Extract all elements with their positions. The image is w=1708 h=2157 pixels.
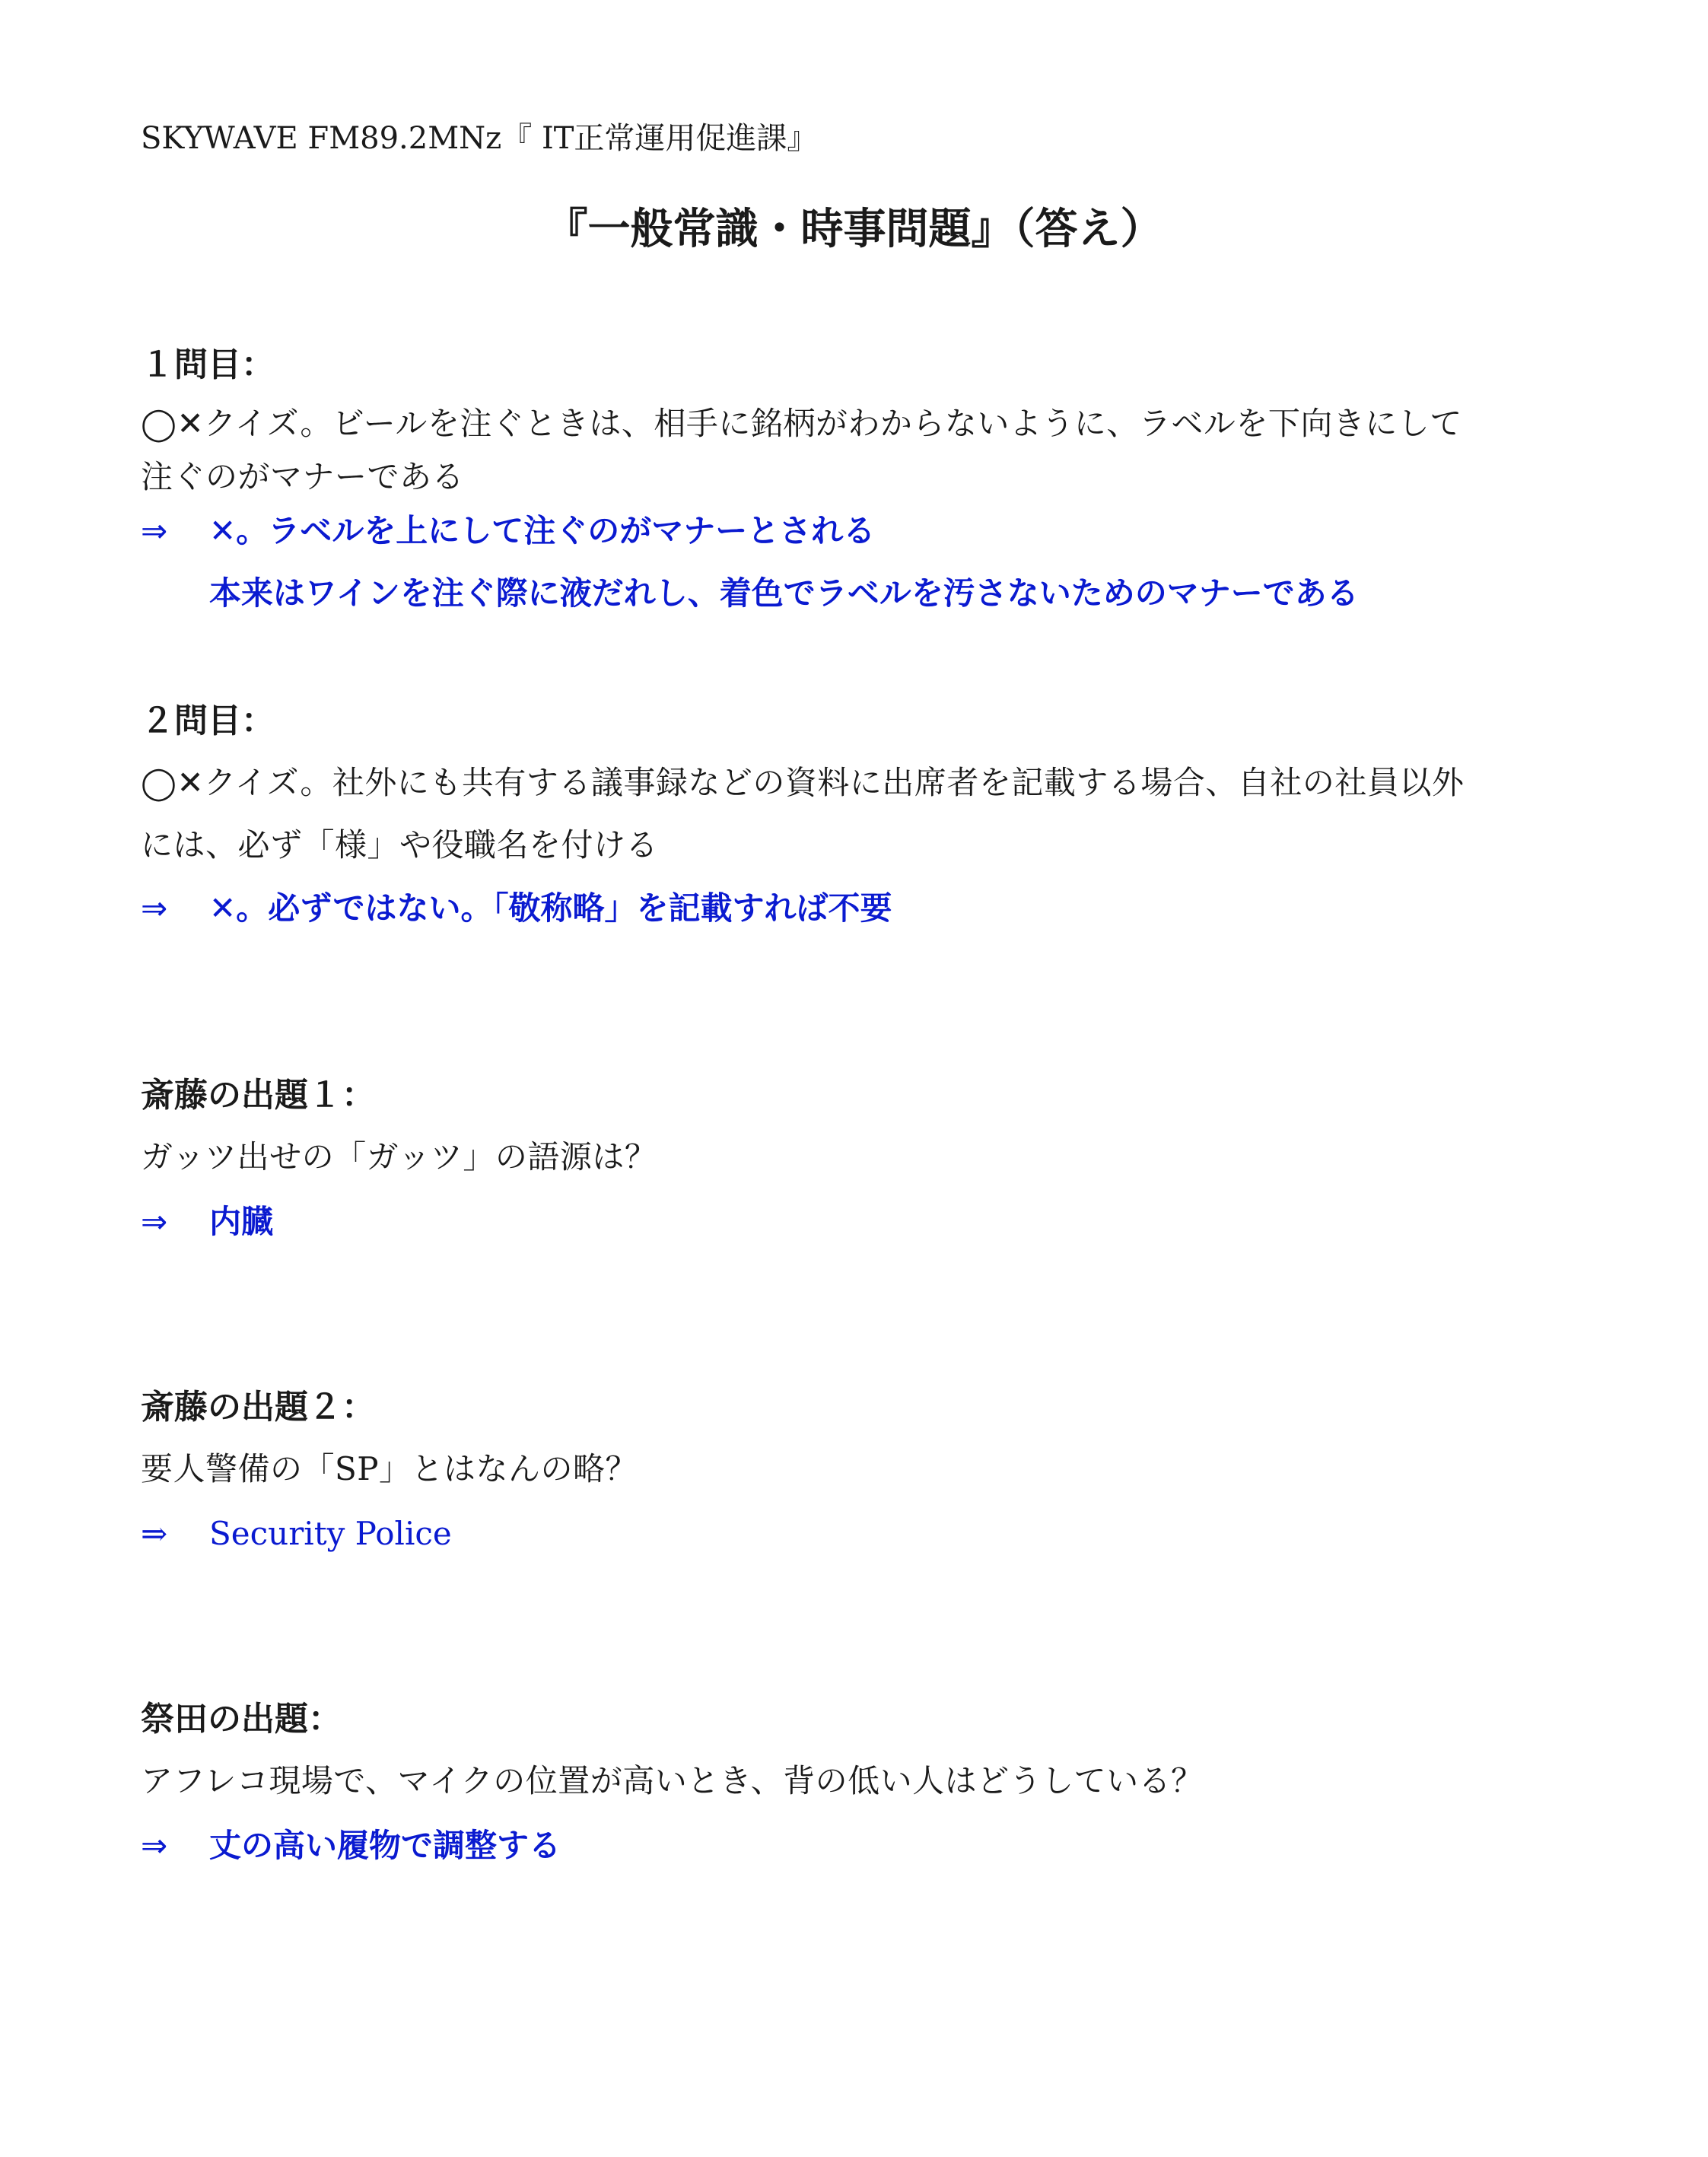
question-1-line-2: 注ぐのがマナーである (141, 458, 465, 495)
question-4-answer-text: Security Police (209, 1515, 452, 1552)
question-4-line-1: 要人警備の「SP」とはなんの略？ (141, 1450, 638, 1487)
question-1-answer-line-1: ✕。ラベルを上にして注ぐのがマナーとされる (209, 512, 876, 549)
question-4-label: 斎藤の出題２： (141, 1388, 375, 1427)
arrow-icon: ⇒ (141, 1827, 168, 1864)
question-3-answer-text: 内臓 (209, 1203, 274, 1240)
question-4-answer (141, 1513, 452, 1555)
question-5-line-1: アフレコ現場で、マイクの位置が高いとき、背の低い人はどうしている？ (141, 1762, 1204, 1799)
question-1-text (141, 393, 1586, 508)
question-2-text (141, 752, 1586, 876)
question-5-answer-text: 丈の高い履物で調整する (209, 1827, 561, 1864)
arrow-icon: ⇒ (141, 512, 168, 549)
question-2-label: ２問目： (141, 702, 275, 740)
arrow-icon: ⇒ (141, 1515, 168, 1552)
question-1-line-1: ◯✕クイズ。ビールを注ぐときは、相手に銘柄がわからないように、ラベルを下向きにして (141, 405, 1462, 442)
question-2-line-2: には、必ず「様」や役職名を付ける (141, 826, 659, 864)
question-2-answer (141, 887, 892, 930)
question-1-answer (141, 510, 875, 552)
arrow-icon: ⇒ (141, 1203, 168, 1240)
page-title: 『一般常識・時事問題』（答え） (545, 205, 1163, 254)
question-2-line-1: ◯✕クイズ。社外にも共有する議事録などの資料に出席者を記載する場合、自社の社員以外 (141, 764, 1465, 801)
question-4-text (141, 1438, 1586, 1500)
question-5-text (141, 1750, 1586, 1812)
question-2-answer-text: ✕。必ずではない。「敬称略」を記載すれば不要 (209, 889, 892, 927)
question-3-text (141, 1126, 1586, 1188)
question-1-answer-line-2: 本来はワインを注ぐ際に液だれし、着色でラベルを汚さないためのマナーである (209, 574, 1359, 612)
question-3-line-1: ガッツ出せの「ガッツ」の語源は？ (141, 1138, 657, 1176)
program-header: SKYWAVE FM89.2MNz『 IT正常運用促進課』 (141, 121, 818, 156)
arrow-icon: ⇒ (141, 889, 168, 927)
question-3-label: 斎藤の出題１： (141, 1076, 375, 1115)
question-5-answer (141, 1825, 561, 1867)
question-5-label: 祭田の出題： (141, 1700, 342, 1739)
question-3-answer (141, 1201, 273, 1243)
question-1-label: １問目： (141, 345, 275, 384)
